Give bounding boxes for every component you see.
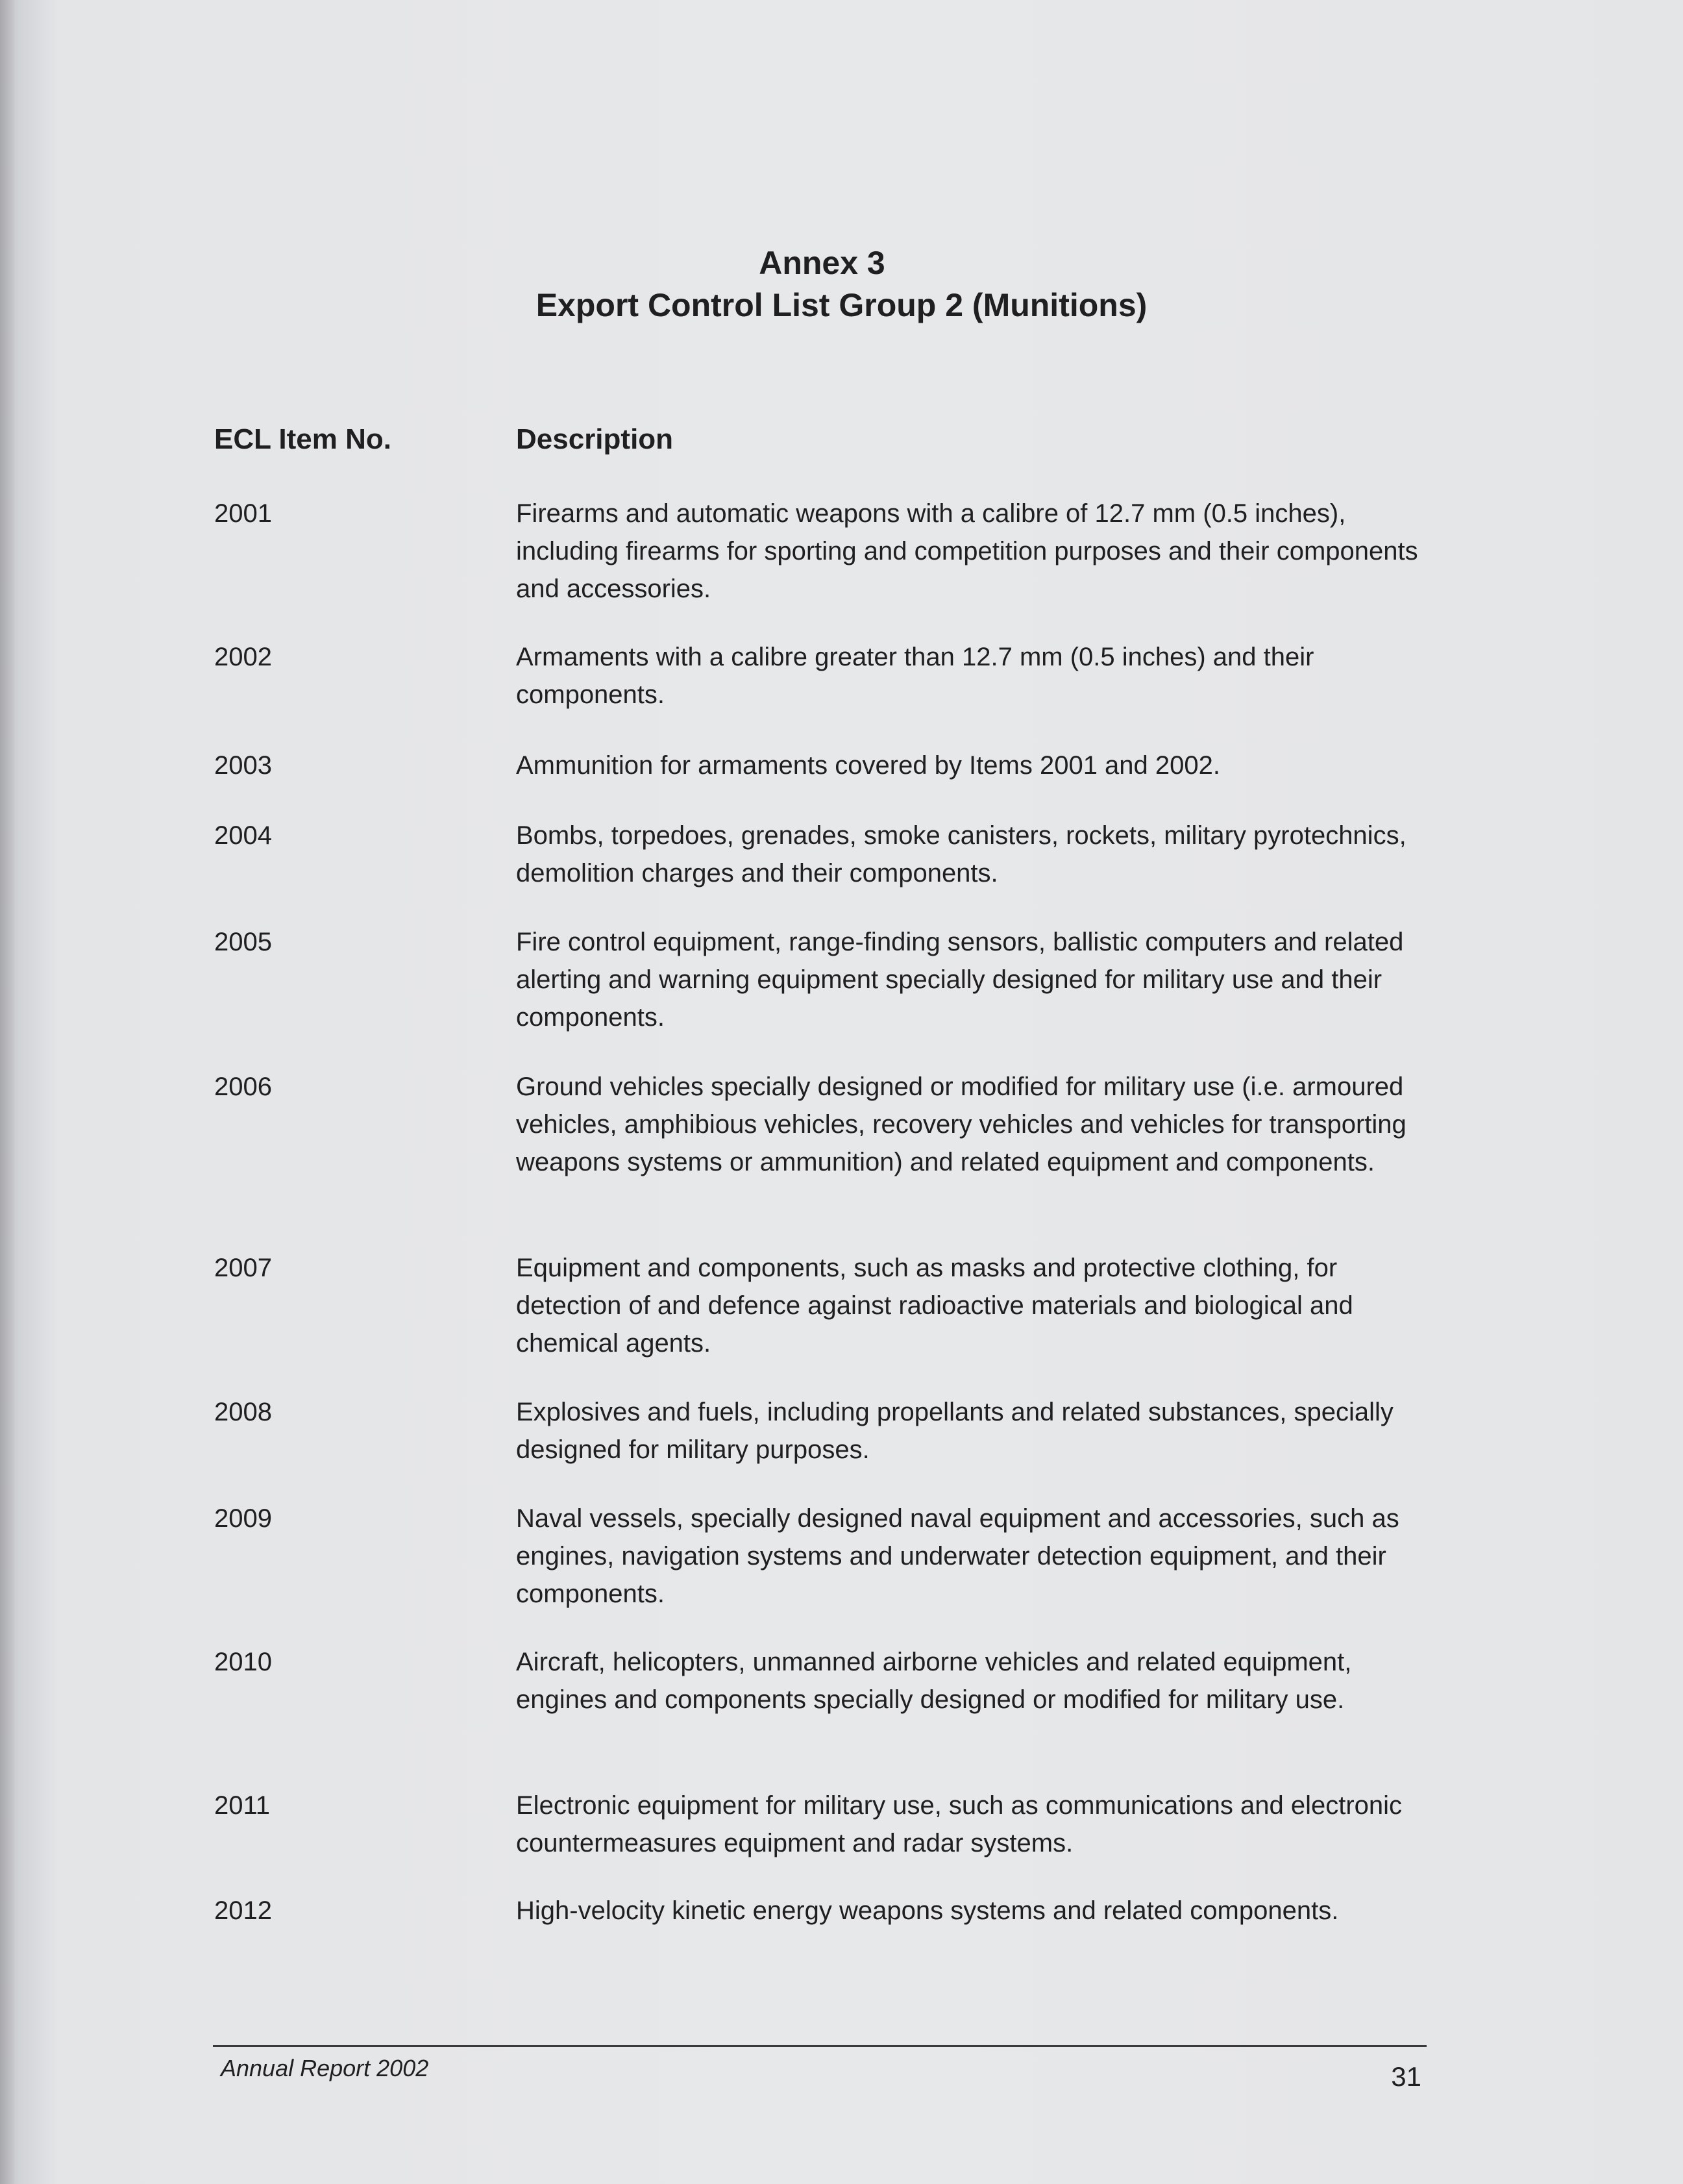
item-description: Ammunition for armaments covered by Items 2001 and 2002.: [516, 751, 1220, 780]
item-description: Ground vehicles specially designed or modified for military use (i.e. armoured vehicles, amphibious vehicles, recovery vehicles and vehicles for transporting weapons systems or ammunition) and related equipment and components.: [516, 1073, 1407, 1176]
footer-divider: [213, 2045, 1427, 2047]
title-block: [0, 243, 1683, 325]
item-number: 2004: [214, 821, 272, 850]
item-number: 2012: [214, 1896, 272, 1925]
item-description: Fire control equipment, range-finding sensors, ballistic computers and related alerting and warning equipment specially designed for military use and their components.: [516, 928, 1404, 1032]
item-number: 2010: [214, 1648, 272, 1676]
item-description: Aircraft, helicopters, unmanned airborne vehicles and related equipment, engines and components specially designed or modified for military use.: [516, 1648, 1352, 1714]
header-description: Description: [516, 423, 674, 455]
item-number: 2009: [214, 1504, 272, 1533]
item-number: 2002: [214, 643, 272, 671]
item-number: 2005: [214, 928, 272, 956]
item-description: Armaments with a calibre greater than 12.7 mm (0.5 inches) and their components.: [516, 643, 1314, 709]
table-header: [214, 423, 1447, 462]
item-number: 2001: [214, 499, 272, 528]
item-description: High-velocity kinetic energy weapons systems and related components.: [516, 1896, 1339, 1925]
page-title: Export Control List Group 2 (Munitions): [535, 287, 1148, 323]
item-description: Bombs, torpedoes, grenades, smoke canisters, rockets, military pyrotechnics, demolition charges and their components.: [516, 821, 1407, 887]
header-ecl-item-no: ECL Item No.: [214, 423, 392, 455]
item-description: Electronic equipment for military use, such as communications and electronic countermeasures equipment and radar systems.: [516, 1791, 1403, 1857]
item-number: 2011: [214, 1791, 271, 1820]
item-number: 2003: [214, 751, 272, 780]
item-number: 2008: [214, 1398, 272, 1426]
item-description: Explosives and fuels, including propellants and related substances, specially designed for military purposes.: [516, 1398, 1394, 1464]
page-number: 31: [1391, 2061, 1421, 2092]
item-description: Naval vessels, specially designed naval equipment and accessories, such as engines, navigation systems and underwater detection equipment, and their components.: [516, 1504, 1399, 1608]
item-description: Firearms and automatic weapons with a calibre of 12.7 mm (0.5 inches), including firearms for sporting and competition purposes and their components and accessories.: [516, 499, 1418, 603]
item-description: Equipment and components, such as masks and protective clothing, for detection of and defence against radioactive materials and biological and chemical agents.: [516, 1254, 1353, 1358]
annex-title: Annex 3: [759, 245, 885, 281]
item-number: 2007: [214, 1254, 272, 1282]
item-number: 2006: [214, 1073, 272, 1101]
footer-report-title: Annual Report 2002: [221, 2055, 429, 2081]
page-edge: [0, 0, 14, 2184]
